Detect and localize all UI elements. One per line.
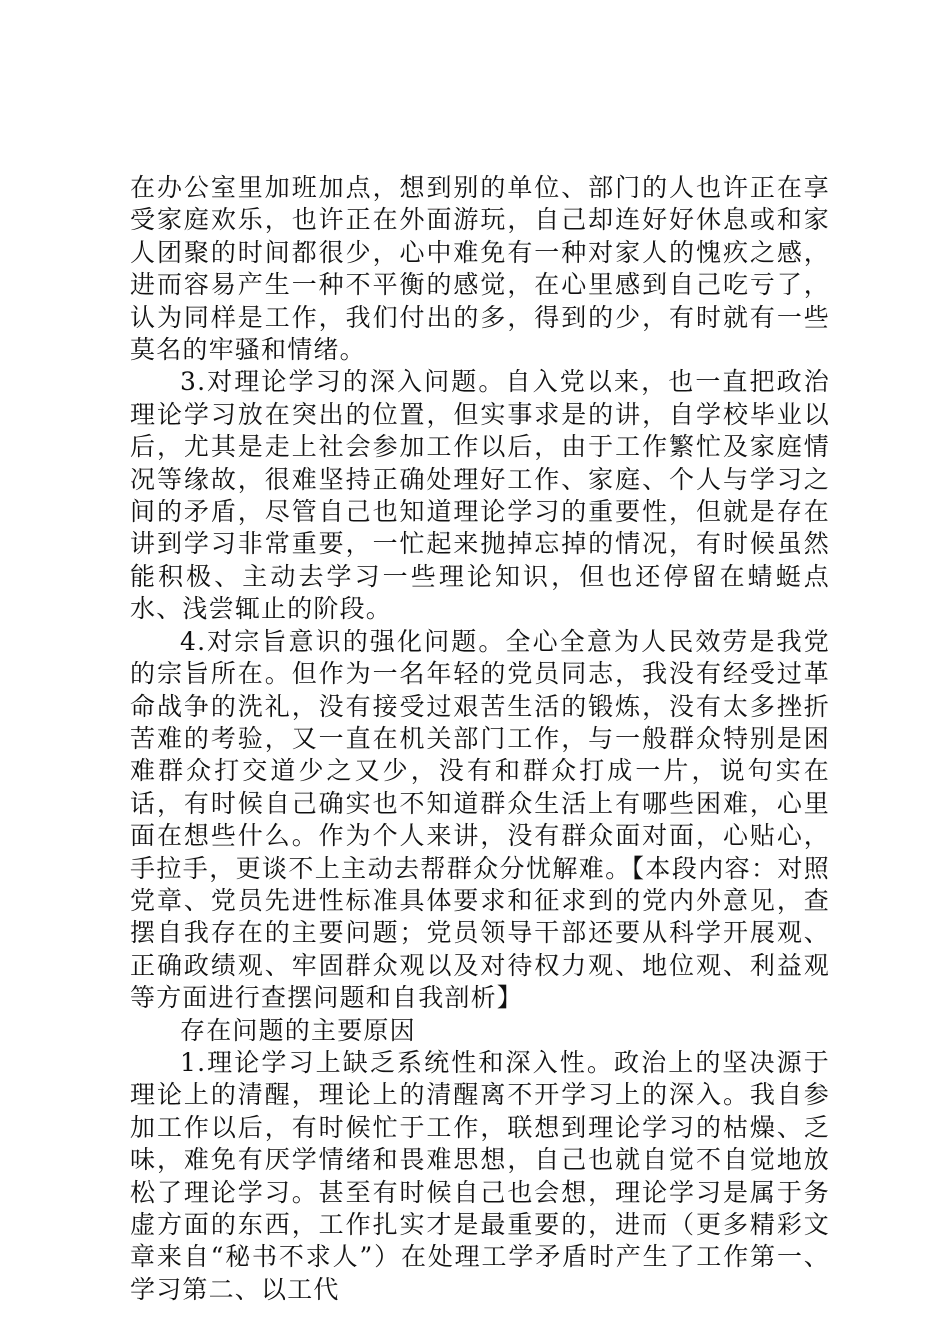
document-body — [130, 172, 830, 1306]
paragraph-continuation: 在办公室里加班加点，想到别的单位、部门的人也许正在享受家庭欢乐，也许正在外面游玩，自己却连好好休息或和家人团聚的时间都很少，心中难免有一种对家人的愧疚之感，进而容易产生一种不平衡的感觉，在心里感到自己吃亏了，认为同样是工作，我们付出的多，得到的少，有时就有一些莫名的牢骚和情绪。 — [130, 173, 830, 365]
paragraph-cause-1-theory-study: 1.理论学习上缺乏系统性和深入性。政治上的坚决源于理论上的清醒，理论上的清醒离不开学习上的深入。我自参加工作以后，有时候忙于工作，联想到理论学习的枯燥、乏味，难免有厌学情绪和畏难思想，自己也就自觉不自觉地放松了理论学习。甚至有时候自己也会想，理论学习是属于务虚方面的东西，工作扎实才是最重要的，进而（更多精彩文章来自“秘书不求人”）在处理工学矛盾时产生了工作第一、学习第二、以工代 — [130, 1047, 830, 1304]
paragraph-item-4-purpose-awareness: 4.对宗旨意识的强化问题。全心全意为人民效劳是我党的宗旨所在。但作为一名年轻的党员同志，我没有经受过革命战争的洗礼，没有接受过艰苦生活的锻炼，没有太多挫折苦难的考验，又一直在机关部门工作，与一般群众特别是困难群众打交道少之又少，没有和群众打成一片，说句实在话，有时候自己确实也不知道群众生活上有哪些困难，心里面在想些什么。作为个人来讲，没有群众面对面，心贴心，手拉手，更谈不上主动去帮群众分忧解难。【本段内容：对照党章、党员先进性标准具体要求和征求到的党内外意见，查摆自我存在的主要问题；党员领导干部还要从科学开展观、正确政绩观、牢固群众观以及对待权力观、地位观、利益观等方面进行查摆问题和自我剖析】 — [130, 626, 830, 1013]
section-heading-main-causes: 存在问题的主要原因 — [180, 1015, 416, 1045]
paragraph-item-3-theory-study: 3.对理论学习的深入问题。自入党以来，也一直把政治理论学习放在突出的位置，但实事求是的讲，自学校毕业以后，尤其是走上社会参加工作以后，由于工作繁忙及家庭情况等缘故，很难坚持正确处理好工作、家庭、个人与学习之间的矛盾，尽管自己也知道理论学习的重要性，但就是存在讲到学习非常重要，一忙起来抛掉忘掉的情况，有时候虽然能积极、主动去学习一些理论知识，但也还停留在蜻蜓点水、浅尝辄止的阶段。 — [130, 367, 830, 624]
